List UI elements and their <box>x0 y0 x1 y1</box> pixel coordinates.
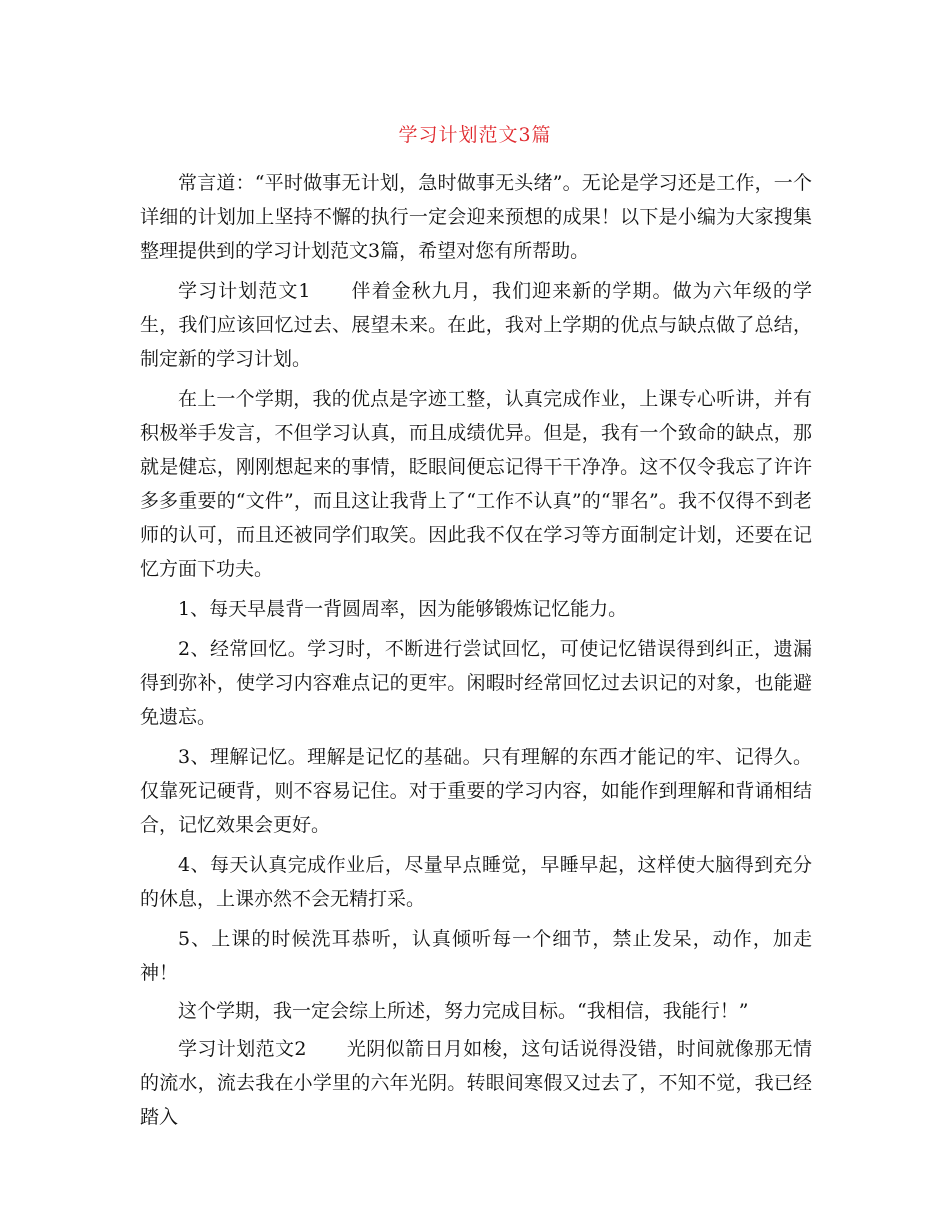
plan-item-5: 5、上课的时候洗耳恭听，认真倾听每一个细节，禁止发呆，动作，加走神！ <box>140 928 812 984</box>
conclusion-paragraph: 这个学期，我一定会综上所述，努力完成目标。“我相信，我能行！” <box>178 1000 749 1022</box>
sample-1-paragraph <box>140 274 812 376</box>
document-body <box>140 166 812 1140</box>
plan-item-2: 2、经常回忆。学习时，不断进行尝试回忆，可使记忆错误得到纠正，遗漏得到弥补，使学习内容难点记的更牢。闲暇时经常回忆过去识记的对象，也能避免遗忘。 <box>140 638 812 728</box>
intro-paragraph: 常言道：“平时做事无计划，急时做事无头绪”。无论是学习还是工作，一个详细的计划加上坚持不懈的执行一定会迎来预想的成果！以下是小编为大家搜集整理提供到的学习计划范文3篇，希望对您有所帮助。 <box>140 172 812 262</box>
strengths-weakness-paragraph: 在上一个学期，我的优点是字迹工整，认真完成作业，上课专心听讲，并有积极举手发言，不但学习认真，而且成绩优异。但是，我有一个致命的缺点，那就是健忘，刚刚想起来的事情，眨眼间便忘记得干干净净。这不仅令我忘了许许多多重要的“文件”，而且这让我背上了“工作不认真”的“罪名”。我不仅得不到老师的认可，而且还被同学们取笑。因此我不仅在学习等方面制定计划，还要在记忆方面下功夫。 <box>140 388 812 580</box>
sample-2-paragraph <box>140 1032 812 1134</box>
document-title: 学习计划范文3篇 <box>398 124 552 146</box>
sample-1-heading: 学习计划范文1 <box>178 280 311 302</box>
plan-item-4: 4、每天认真完成作业后，尽量早点睡觉，早睡早起，这样使大脑得到充分的休息，上课亦然不会无精打采。 <box>140 854 812 910</box>
plan-item-1: 1、每天早晨背一背圆周率，因为能够锻炼记忆能力。 <box>178 598 628 620</box>
sample-2-text: 光阴似箭日月如梭，这句话说得没错，时间就像那无情的流水，流去我在小学里的六年光阴。转眼间寒假又过去了，不知不觉，我已经踏入 <box>140 1038 812 1128</box>
sample-1-text: 伴着金秋九月，我们迎来新的学期。做为六年级的学生，我们应该回忆过去、展望未来。在此，我对上学期的优点与缺点做了总结，制定新的学习计划。 <box>140 280 812 370</box>
plan-item-3: 3、理解记忆。理解是记忆的基础。只有理解的东西才能记的牢、记得久。仅靠死记硬背，则不容易记住。对于重要的学习内容，如能作到理解和背诵相结合，记忆效果会更好。 <box>140 746 812 836</box>
sample-2-heading: 学习计划范文2 <box>178 1038 307 1060</box>
